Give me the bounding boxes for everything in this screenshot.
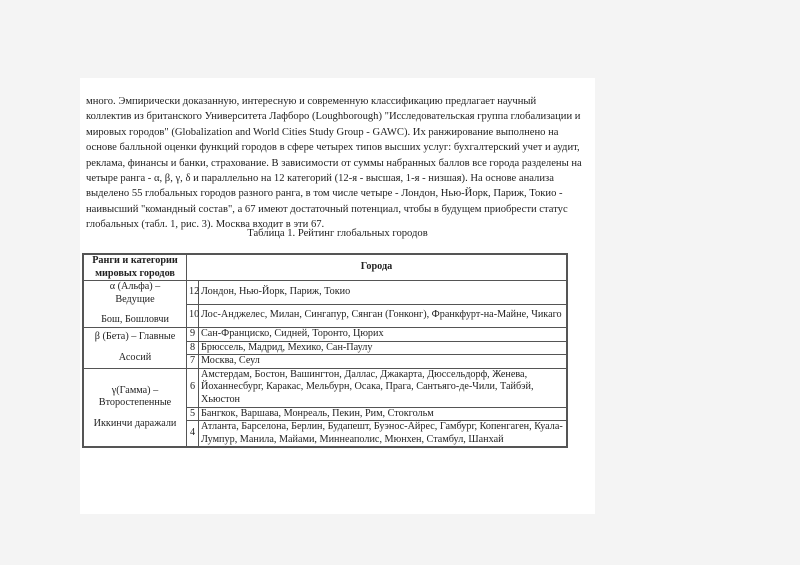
cities-cell: Лос-Анджелес, Милан, Сингапур, Сянган (Гонконг), Франкфурт-на-Майне, Чикаго <box>199 304 567 327</box>
cities-cell: Брюссель, Мадрид, Мехико, Сан-Паулу <box>199 341 567 355</box>
category-number: 6 <box>187 368 199 407</box>
category-number: 9 <box>187 327 199 341</box>
table-row <box>84 281 567 304</box>
table-header-row <box>84 255 567 281</box>
category-number: 12 <box>187 281 199 304</box>
rank-label-line: Второстепенные <box>98 397 172 409</box>
rank-label-line: α (Альфа) – <box>109 281 161 293</box>
rank-label-line: Ведущие <box>115 293 155 305</box>
table-row <box>84 327 567 341</box>
rating-table <box>83 254 567 447</box>
rank-beta-cell <box>84 327 187 368</box>
paragraph-line: наивысший "командный состав", а 67 имеют достаточный потенциал, чтобы в будущем приобрести статус <box>86 203 568 215</box>
category-number: 4 <box>187 421 199 447</box>
paragraph-line: выделено 55 глобальных городов разного ранга, в том числе четыре - Лондон, Нью-Йорк, Париж, Токио - <box>86 188 563 200</box>
paragraph-line: мировых городов" (Globalization and World Cities Study Group - GAWC). Их ранжирование выполнено на <box>86 126 559 138</box>
paragraph-line: реклама, финансы и банки, страхование. В зависимости от суммы набранных баллов все города разделены на <box>86 157 582 169</box>
cities-cell: Москва, Сеул <box>199 355 567 369</box>
cities-cell: Сан-Франциско, Сидней, Торонто, Цюрих <box>199 327 567 341</box>
paragraph-line: четыре ранга - α, β, γ, δ и параллельно на 12 категорий (12-я - высшая, 1-я - низшая). На основе анализа <box>86 173 554 185</box>
rank-gamma-cell <box>84 368 187 447</box>
rank-label-line: Асосий <box>118 351 152 363</box>
header-category: Ранги и категории мировых городов <box>84 255 187 281</box>
cities-cell: Бангкок, Варшава, Монреаль, Пекин, Рим, Стокгольм <box>199 407 567 421</box>
header-cities: Города <box>187 255 567 281</box>
rank-label-line <box>86 344 184 352</box>
cities-cell: Амстердам, Бостон, Вашингтон, Даллас, Джакарта, Дюссельдорф, Женева, Йоханнесбург, Каракас, Мельбурн, Осака, Прага, Сантьяго-де-Чили, Тайбэй, Хьюстон <box>199 368 567 407</box>
category-number: 7 <box>187 355 199 369</box>
category-number: 5 <box>187 407 199 421</box>
cities-cell: Лондон, Нью-Йорк, Париж, Токио <box>199 281 567 304</box>
category-number: 8 <box>187 341 199 355</box>
rank-label-line <box>86 410 184 418</box>
rank-label-line: Бош, Бошловчи <box>101 314 169 326</box>
body-paragraph <box>86 94 592 233</box>
rank-alpha-cell <box>84 281 187 328</box>
paragraph-line: коллектив из британского Университета Лафборо (Loughborough) "Исследовательская группа глобализации и <box>86 111 581 123</box>
cities-cell: Атланта, Барселона, Берлин, Будапешт, Буэнос-Айрес, Гамбург, Копенгаген, Куала-Лумпур, Манила, Майами, Миннеаполис, Мюнхен, Стамбул, Шанхай <box>199 421 567 447</box>
paragraph-line: глобальных (табл. 1, рис. 3). Москва входит в эти 67. <box>86 219 325 231</box>
table-row <box>84 368 567 407</box>
rank-label-line: Иккинчи даражали <box>93 417 177 429</box>
paragraph-line: много. Эмпирически доказанную, интересную и современную классификацию предлагает научный <box>86 96 537 107</box>
rank-label-line: β (Бета) – Главные <box>94 331 176 343</box>
table-caption: Таблица 1. Рейтинг глобальных городов <box>247 228 428 239</box>
rank-label-line: γ(Гамма) – <box>111 384 159 396</box>
category-number: 10 <box>187 304 199 327</box>
paragraph-line: основе балльной оценки функций городов в сфере четырех типов высших услуг: бухгалтерский учет и аудит, <box>86 142 580 154</box>
rank-label-line <box>86 306 184 314</box>
document-page <box>80 78 595 514</box>
